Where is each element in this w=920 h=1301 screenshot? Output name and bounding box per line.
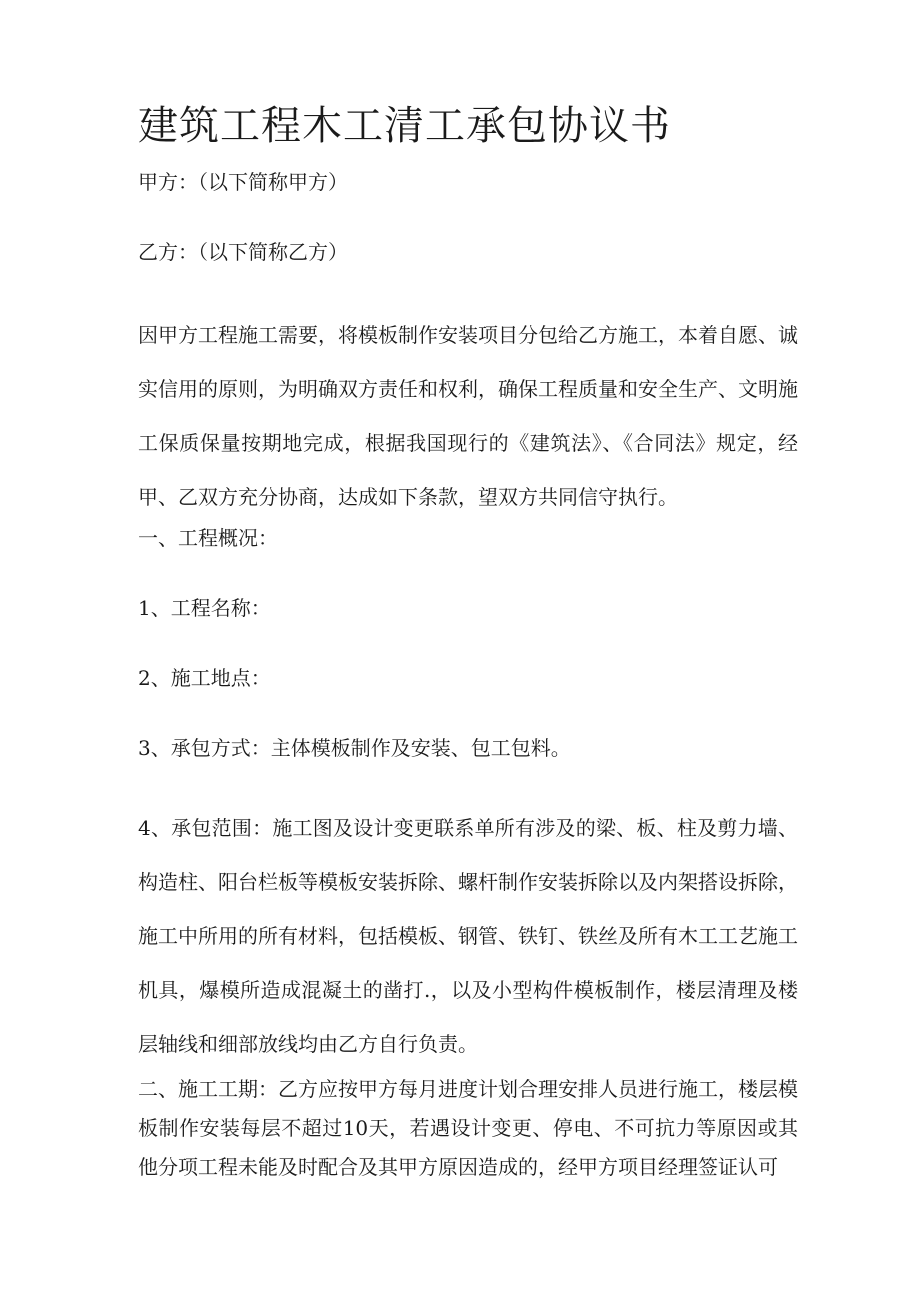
party-a-line: 甲方：（以下简称甲方） — [138, 170, 348, 194]
item-contract-scope: 4、承包范围：施工图及设计变更联系单所有涉及的梁、板、柱及剪力墙、构造柱、阳台栏板等模板安装拆除、螺杆制作安装拆除以及内架搭设拆除，施工中所用的所有材料，包括模板、钢管、铁钉、铁丝及所有木工工艺施工机具，爆模所造成混凝土的凿打.，以及小型构件模板制作，楼层清理及楼层轴线和细部放线均由乙方自行负责。 — [138, 816, 798, 1056]
section-2-schedule: 二、施工工期：乙方应按甲方每月进度计划合理安排人员进行施工，楼层模板制作安装每层不超过10天，若遇设计变更、停电、不可抗力等原因或其他分项工程未能及时配合及其甲方原因造成的，经甲方项目经理签证认可 — [138, 1077, 798, 1179]
item-contract-method: 3、承包方式：主体模板制作及安装、包工包料。 — [138, 736, 571, 760]
item-project-name: 1、工程名称： — [138, 596, 271, 620]
document-title: 建筑工程木工清工承包协议书 — [138, 103, 671, 149]
section-1-heading: 一、工程概况： — [138, 526, 278, 550]
item-construction-site: 2、施工地点： — [138, 666, 271, 690]
party-b-line: 乙方：（以下简称乙方） — [138, 240, 348, 264]
intro-paragraph: 因甲方工程施工需要，将模板制作安装项目分包给乙方施工，本着自愿、诚实信用的原则，为明确双方责任和权利，确保工程质量和安全生产、文明施工保质保量按期地完成，根据我国现行的《建筑法》、《合同法》规定，经甲、乙双方充分协商，达成如下条款，望双方共同信守执行。 — [138, 323, 798, 509]
